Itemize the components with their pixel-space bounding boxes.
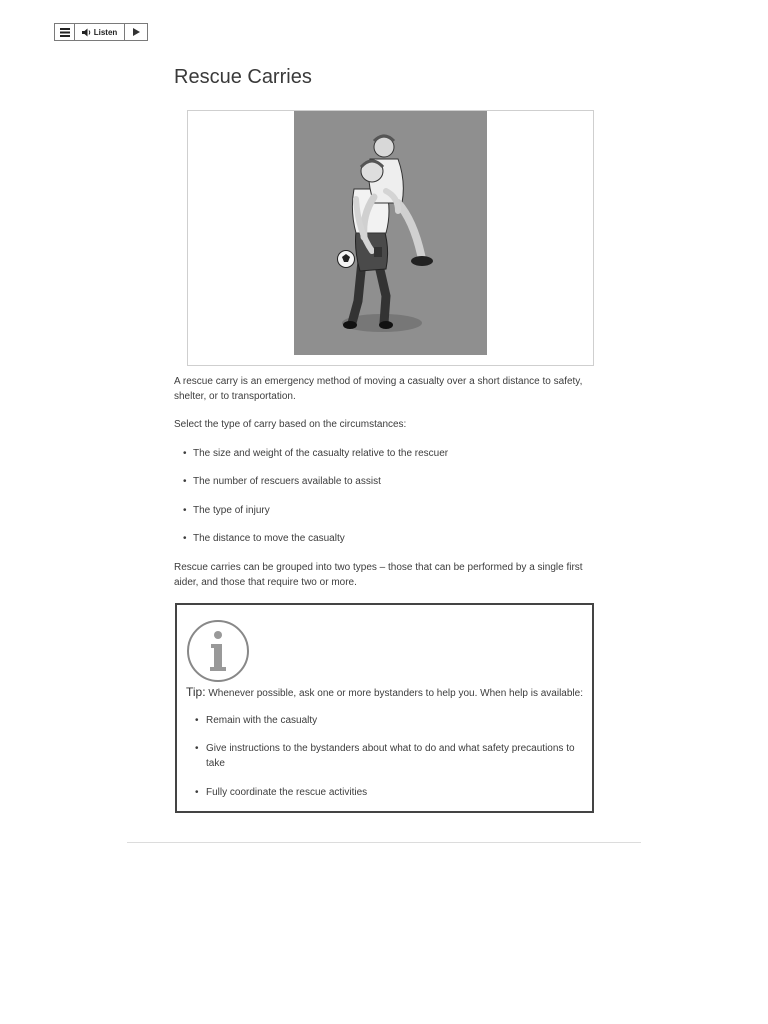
rescue-carry-illustration: [294, 111, 487, 355]
play-button[interactable]: [125, 24, 147, 40]
divider: [127, 842, 641, 843]
listen-label: Listen: [93, 27, 118, 37]
page-title: Rescue Carries: [174, 66, 312, 88]
rescue-carry-figure: [187, 110, 594, 366]
tip-body: Whenever possible, ask one or more bystanders to help you. When help is available:: [205, 688, 583, 699]
intro-paragraph: A rescue carry is an emergency method of moving a casualty over a short distance to safety, shelter, or to transportation.: [174, 376, 583, 402]
list-item: • Remain with the casualty: [195, 713, 580, 728]
select-carry-paragraph: Select the type of carry based on the circumstances:: [174, 419, 407, 430]
grouping-paragraph: Rescue carries can be grouped into two types – those that can be performed by a single first aider, and those that require two or more.: [174, 562, 583, 588]
menu-button[interactable]: [55, 24, 75, 40]
speaker-icon: [82, 28, 92, 37]
play-icon: [133, 28, 140, 36]
menu-icon: [60, 28, 70, 37]
list-item: • The type of injury: [183, 503, 270, 518]
tip-text: [186, 685, 583, 701]
listen-player: [54, 23, 148, 41]
list-item: • The number of rescuers available to assist: [183, 474, 381, 489]
list-item: • Give instructions to the bystanders about what to do and what safety precautions to take: [195, 741, 580, 771]
tip-label: Tip:: [186, 685, 206, 699]
list-item: • The size and weight of the casualty relative to the rescuer: [183, 446, 448, 461]
info-icon: [186, 619, 250, 683]
tip-callout: [175, 603, 594, 813]
list-item: • The distance to move the casualty: [183, 531, 345, 546]
listen-button[interactable]: [75, 24, 125, 40]
list-item: • Fully coordinate the rescue activities: [195, 785, 580, 800]
